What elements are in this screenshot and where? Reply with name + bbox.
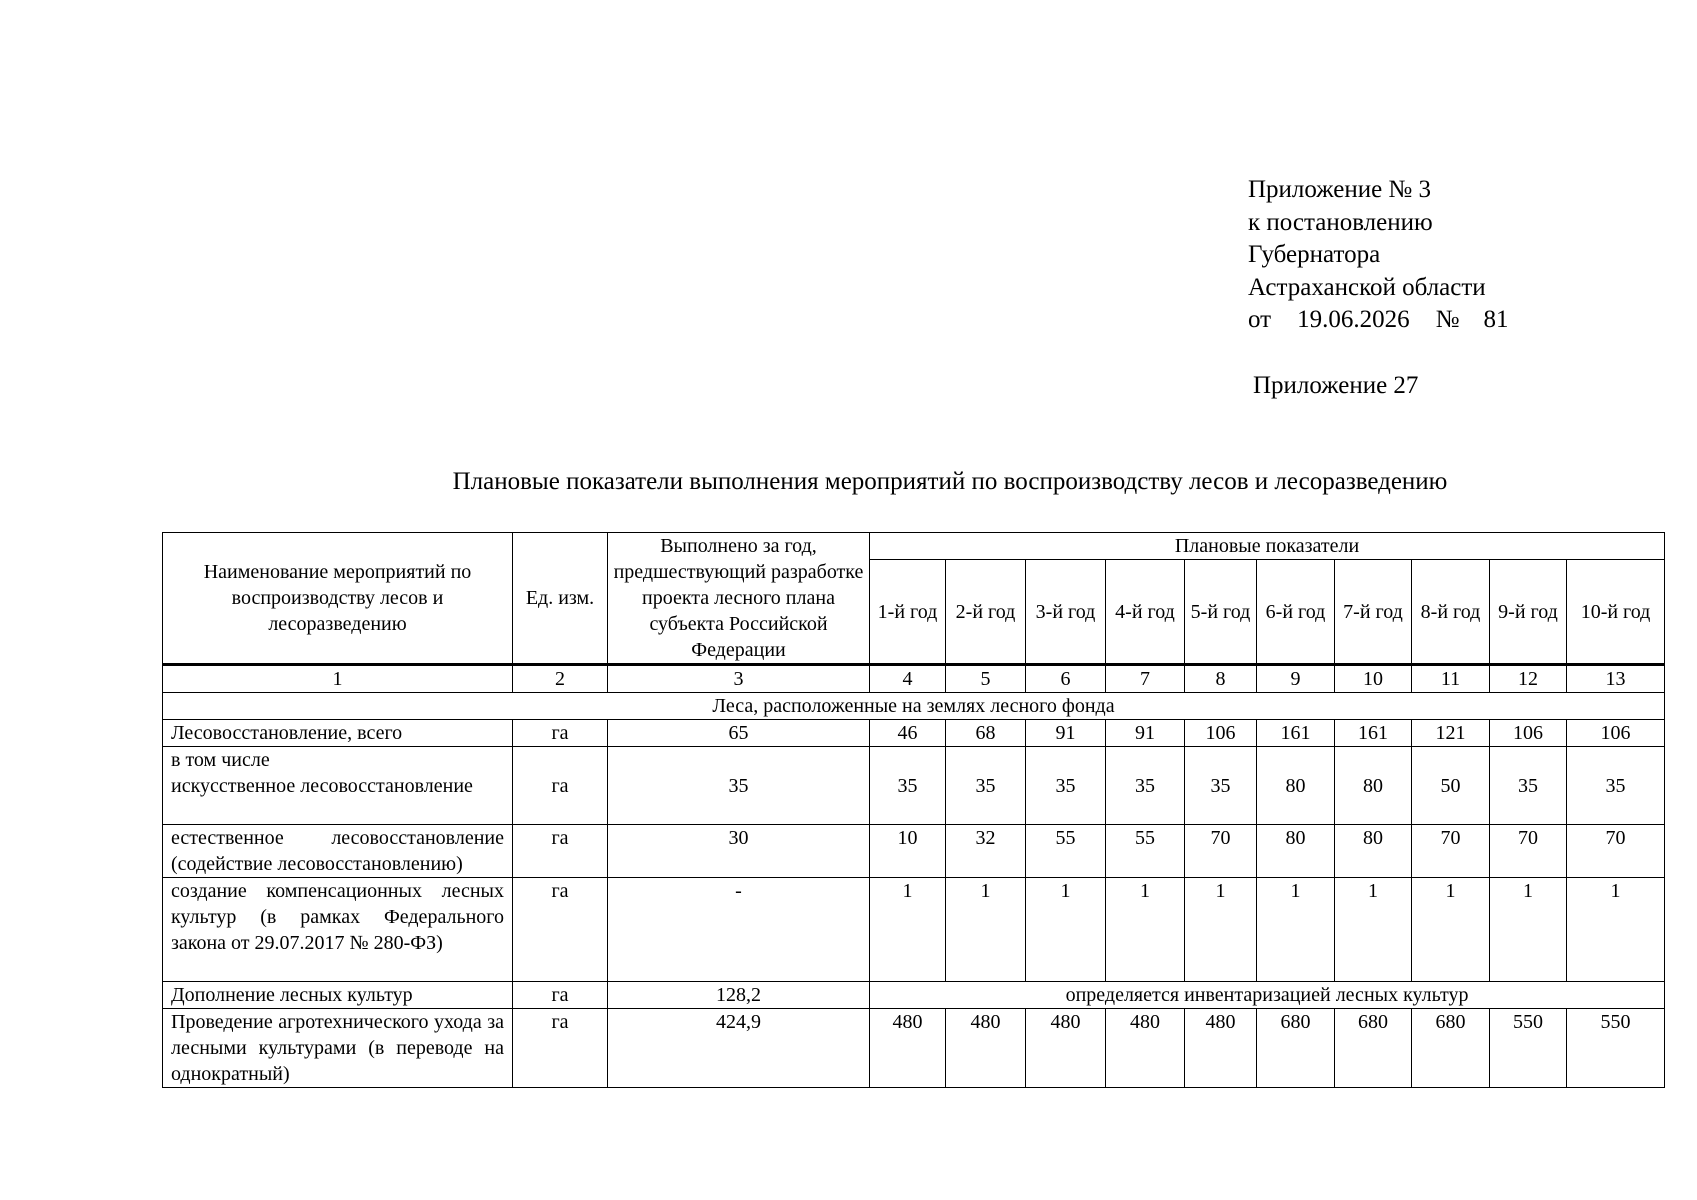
column-number: 10: [1335, 665, 1412, 693]
row-value: 80: [1335, 825, 1412, 878]
row-name: искусственное лесовосстановление: [171, 775, 473, 797]
row-value: 550: [1490, 1009, 1567, 1088]
row-done: 65: [608, 720, 870, 747]
row-value: 70: [1490, 825, 1567, 878]
appendix-line-3: Губернатора: [1248, 241, 1381, 268]
header-year: 3-й год: [1026, 560, 1106, 665]
date-prefix: от: [1248, 306, 1272, 333]
header-year: 7-й год: [1335, 560, 1412, 665]
row-merged-note: определяется инвентаризацией лесных культур: [870, 982, 1665, 1009]
header-year: 4-й год: [1106, 560, 1185, 665]
column-number: 12: [1490, 665, 1567, 693]
column-number: 1: [163, 665, 513, 693]
row-value: 35: [1567, 747, 1665, 825]
row-done: 30: [608, 825, 870, 878]
row-value: 70: [1412, 825, 1490, 878]
row-value: 1: [1490, 878, 1567, 982]
row-value: 55: [1106, 825, 1185, 878]
row-name: Лесовосстановление, всего: [163, 720, 513, 747]
column-number: 7: [1106, 665, 1185, 693]
table-row: [163, 982, 1665, 1009]
row-name: создание компенсационных лесных культур (в рамках Федерального закона от 29.07.2017 № 280-ФЗ): [163, 878, 513, 982]
row-value: 480: [1185, 1009, 1257, 1088]
row-value: 106: [1185, 720, 1257, 747]
row-unit: га: [513, 720, 608, 747]
column-number: 13: [1567, 665, 1665, 693]
appendix-block: [1248, 174, 1508, 337]
row-value: 35: [1026, 747, 1106, 825]
row-value: 480: [870, 1009, 946, 1088]
row-value: 1: [1185, 878, 1257, 982]
section-title: Леса, расположенные на землях лесного фонда: [163, 693, 1665, 720]
row-value: 480: [1106, 1009, 1185, 1088]
row-value: 1: [1026, 878, 1106, 982]
row-value: 1: [1335, 878, 1412, 982]
row-value: 106: [1490, 720, 1567, 747]
appendix-date-line: [1248, 304, 1508, 337]
decree-date: 19.06.2026: [1297, 306, 1410, 333]
row-value: 480: [946, 1009, 1026, 1088]
column-number: 4: [870, 665, 946, 693]
plan-indicators-table: [162, 532, 1665, 1088]
number-label: №: [1435, 306, 1460, 333]
row-value: 121: [1412, 720, 1490, 747]
row-unit: га: [513, 982, 608, 1009]
column-number: 3: [608, 665, 870, 693]
row-value: 161: [1335, 720, 1412, 747]
row-name: естественное лесовосстановление (содействие лесовосстановлению): [163, 825, 513, 878]
row-value: 32: [946, 825, 1026, 878]
row-value: 50: [1412, 747, 1490, 825]
row-value: 46: [870, 720, 946, 747]
header-year: 6-й год: [1257, 560, 1335, 665]
header-year: 1-й год: [870, 560, 946, 665]
row-value: 680: [1412, 1009, 1490, 1088]
row-value: 35: [870, 747, 946, 825]
row-value: 106: [1567, 720, 1665, 747]
row-done: 35: [608, 747, 870, 825]
table-row: [163, 1009, 1665, 1088]
column-number: 11: [1412, 665, 1490, 693]
header-year: 8-й год: [1412, 560, 1490, 665]
row-value: 80: [1257, 825, 1335, 878]
column-number: 2: [513, 665, 608, 693]
table-row: [163, 878, 1665, 982]
row-value: 1: [870, 878, 946, 982]
row-value: 1: [1257, 878, 1335, 982]
header-done: Выполнено за год, предшествующий разработке проекта лесного плана субъекта Российской Федерации: [608, 533, 870, 665]
column-number: 6: [1026, 665, 1106, 693]
appendix-27-label: Приложение 27: [1253, 372, 1419, 399]
row-value: 35: [1185, 747, 1257, 825]
row-value: 91: [1026, 720, 1106, 747]
column-number: 5: [946, 665, 1026, 693]
row-value: 35: [1490, 747, 1567, 825]
row-value: 680: [1257, 1009, 1335, 1088]
row-name-cell: [163, 747, 513, 825]
row-value: 70: [1567, 825, 1665, 878]
row-value: 10: [870, 825, 946, 878]
row-unit: га: [513, 825, 608, 878]
header-year: 10-й год: [1567, 560, 1665, 665]
decree-number: 81: [1483, 306, 1509, 333]
row-value: 70: [1185, 825, 1257, 878]
row-done: -: [608, 878, 870, 982]
row-value: 1: [1412, 878, 1490, 982]
row-value: 480: [1026, 1009, 1106, 1088]
appendix-line-2: к постановлению: [1248, 208, 1433, 236]
row-value: 35: [1106, 747, 1185, 825]
row-done: 128,2: [608, 982, 870, 1009]
row-value: 68: [946, 720, 1026, 747]
header-name: Наименование мероприятий по воспроизводству лесов и лесоразведению: [163, 533, 513, 665]
row-unit: га: [513, 747, 608, 825]
table-row: [163, 720, 1665, 747]
row-name: Проведение агротехнического ухода за лесными культурами (в переводе на однократный): [163, 1009, 513, 1088]
row-value: 1: [946, 878, 1026, 982]
header-year: 2-й год: [946, 560, 1026, 665]
row-value: 91: [1106, 720, 1185, 747]
header-year: 5-й год: [1185, 560, 1257, 665]
row-name-intro: в том числе: [171, 749, 270, 771]
column-numbers-row: [163, 665, 1665, 693]
row-unit: га: [513, 878, 608, 982]
section-row: [163, 693, 1665, 720]
row-value: 680: [1335, 1009, 1412, 1088]
row-unit: га: [513, 1009, 608, 1088]
row-value: 550: [1567, 1009, 1665, 1088]
table-row: [163, 825, 1665, 878]
column-number: 9: [1257, 665, 1335, 693]
row-value: 161: [1257, 720, 1335, 747]
document-title: Плановые показатели выполнения мероприятий по воспроизводству лесов и лесоразведению: [452, 468, 1448, 495]
row-value: 80: [1257, 747, 1335, 825]
row-value: 1: [1567, 878, 1665, 982]
row-done: 424,9: [608, 1009, 870, 1088]
column-number: 8: [1185, 665, 1257, 693]
row-value: 1: [1106, 878, 1185, 982]
header-plan-group: Плановые показатели: [870, 533, 1665, 560]
header-unit: Ед. изм.: [513, 533, 608, 665]
appendix-line-4: Астраханской области: [1248, 273, 1486, 301]
table-row: [163, 747, 1665, 825]
row-value: 35: [946, 747, 1026, 825]
row-name: Дополнение лесных культур: [163, 982, 513, 1009]
row-value: 55: [1026, 825, 1106, 878]
row-value: 80: [1335, 747, 1412, 825]
header-year: 9-й год: [1490, 560, 1567, 665]
appendix-line-1: Приложение № 3: [1248, 176, 1432, 203]
